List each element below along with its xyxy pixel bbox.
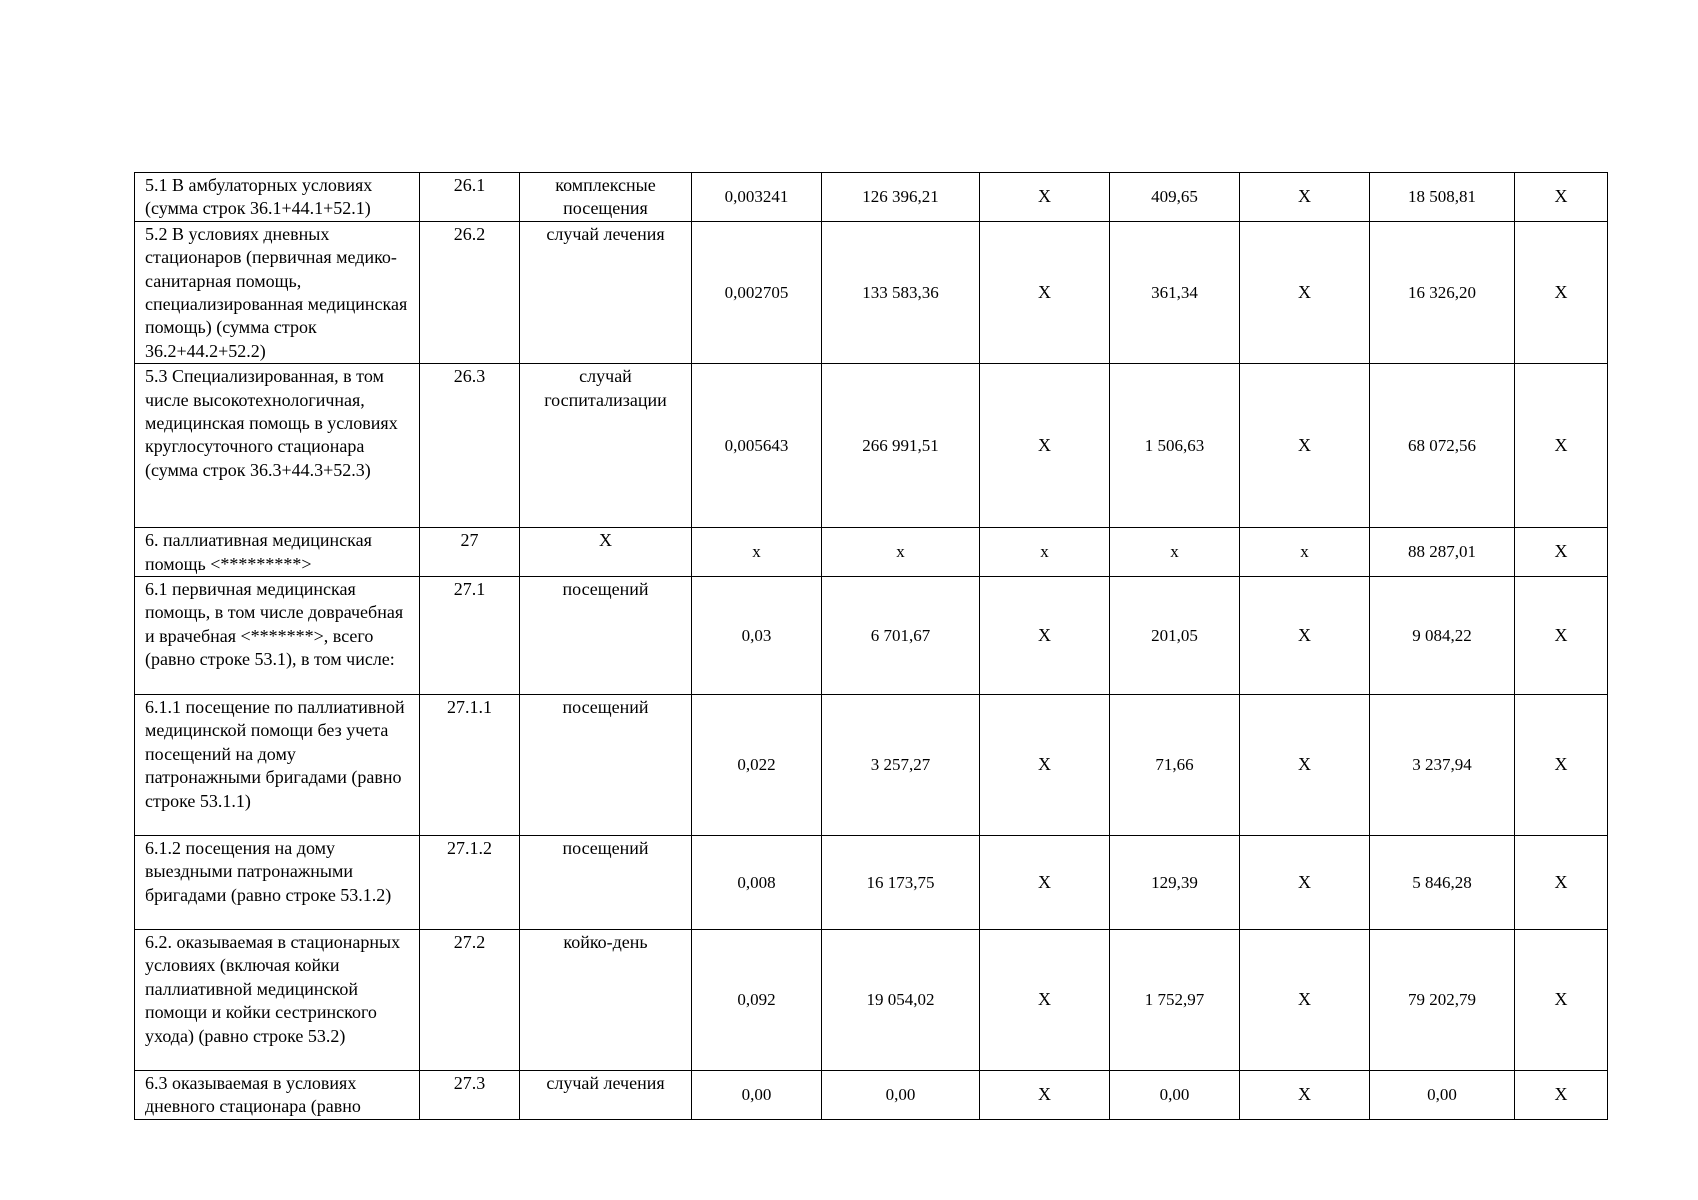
- value-cell: 0,00: [1370, 1071, 1515, 1120]
- value-cell: X: [980, 695, 1110, 836]
- row-label: 5.2 В условиях дневных стационаров (первичная медико-санитарная помощь, специализированная медицинская помощь) (сумма строк 36.2+44.2+52.2): [135, 221, 420, 363]
- table-row: [135, 836, 1608, 930]
- value-cell: 0,005643: [692, 364, 822, 528]
- value-cell: X: [1515, 1071, 1608, 1120]
- value-cell: 3 257,27: [822, 695, 980, 836]
- value-cell: X: [980, 221, 1110, 363]
- row-unit: X: [520, 528, 692, 577]
- value-cell: 129,39: [1110, 836, 1240, 930]
- value-cell: x: [692, 528, 822, 577]
- row-code: 27.2: [420, 930, 520, 1071]
- value-cell: x: [1110, 528, 1240, 577]
- value-cell: X: [1515, 364, 1608, 528]
- row-label: 6.2. оказываемая в стационарных условиях (включая койки паллиативной медицинской помощи и койки сестринского ухода) (равно строке 53.2): [135, 930, 420, 1071]
- value-cell: X: [1240, 173, 1370, 222]
- row-label: 6.1 первичная медицинская помощь, в том числе доврачебная и врачебная <*******>, всего (равно строке 53.1), в том числе:: [135, 577, 420, 695]
- value-cell: X: [980, 836, 1110, 930]
- value-cell: 0,00: [822, 1071, 980, 1120]
- value-cell: 266 991,51: [822, 364, 980, 528]
- value-cell: X: [1515, 836, 1608, 930]
- row-label: 6. паллиативная медицинская помощь <*********>: [135, 528, 420, 577]
- row-unit: комплексные посещения: [520, 173, 692, 222]
- value-cell: X: [1240, 577, 1370, 695]
- value-cell: 19 054,02: [822, 930, 980, 1071]
- value-cell: 409,65: [1110, 173, 1240, 222]
- value-cell: X: [980, 930, 1110, 1071]
- row-code: 27: [420, 528, 520, 577]
- table-row: [135, 173, 1608, 222]
- row-unit: посещений: [520, 836, 692, 930]
- row-unit: случай госпитализации: [520, 364, 692, 528]
- row-unit: случай лечения: [520, 221, 692, 363]
- row-label: 6.1.1 посещение по паллиативной медицинской помощи без учета посещений на дому патронажными бригадами (равно строке 53.1.1): [135, 695, 420, 836]
- value-cell: 1 506,63: [1110, 364, 1240, 528]
- table-row: [135, 528, 1608, 577]
- value-cell: X: [1240, 1071, 1370, 1120]
- value-cell: 1 752,97: [1110, 930, 1240, 1071]
- value-cell: 88 287,01: [1370, 528, 1515, 577]
- value-cell: 16 173,75: [822, 836, 980, 930]
- value-cell: X: [1240, 364, 1370, 528]
- tariff-table: [134, 172, 1608, 1120]
- row-code: 27.1: [420, 577, 520, 695]
- row-code: 26.3: [420, 364, 520, 528]
- value-cell: X: [1515, 528, 1608, 577]
- value-cell: X: [980, 577, 1110, 695]
- value-cell: 79 202,79: [1370, 930, 1515, 1071]
- value-cell: 0,002705: [692, 221, 822, 363]
- value-cell: 201,05: [1110, 577, 1240, 695]
- value-cell: X: [1240, 930, 1370, 1071]
- value-cell: X: [1240, 221, 1370, 363]
- row-code: 27.3: [420, 1071, 520, 1120]
- table-row: [135, 930, 1608, 1071]
- value-cell: X: [1515, 577, 1608, 695]
- value-cell: 6 701,67: [822, 577, 980, 695]
- row-unit: посещений: [520, 695, 692, 836]
- value-cell: 126 396,21: [822, 173, 980, 222]
- table-body: [135, 173, 1608, 1120]
- value-cell: 0,00: [692, 1071, 822, 1120]
- value-cell: X: [980, 364, 1110, 528]
- value-cell: 0,008: [692, 836, 822, 930]
- value-cell: 361,34: [1110, 221, 1240, 363]
- value-cell: 0,022: [692, 695, 822, 836]
- row-label: 6.3 оказываемая в условиях дневного стационара (равно: [135, 1071, 420, 1120]
- value-cell: 0,092: [692, 930, 822, 1071]
- row-code: 26.1: [420, 173, 520, 222]
- row-label: 5.1 В амбулаторных условиях (сумма строк 36.1+44.1+52.1): [135, 173, 420, 222]
- row-label: 6.1.2 посещения на дому выездными патронажными бригадами (равно строке 53.1.2): [135, 836, 420, 930]
- value-cell: X: [1515, 695, 1608, 836]
- value-cell: 0,003241: [692, 173, 822, 222]
- row-code: 27.1.2: [420, 836, 520, 930]
- value-cell: 0,03: [692, 577, 822, 695]
- value-cell: X: [1240, 836, 1370, 930]
- value-cell: X: [980, 1071, 1110, 1120]
- value-cell: x: [980, 528, 1110, 577]
- table-row: [135, 577, 1608, 695]
- value-cell: X: [1515, 173, 1608, 222]
- value-cell: 71,66: [1110, 695, 1240, 836]
- value-cell: X: [1240, 695, 1370, 836]
- row-code: 27.1.1: [420, 695, 520, 836]
- table-row: [135, 695, 1608, 836]
- row-code: 26.2: [420, 221, 520, 363]
- value-cell: 5 846,28: [1370, 836, 1515, 930]
- value-cell: x: [1240, 528, 1370, 577]
- row-unit: посещений: [520, 577, 692, 695]
- value-cell: 68 072,56: [1370, 364, 1515, 528]
- row-unit: койко-день: [520, 930, 692, 1071]
- value-cell: 9 084,22: [1370, 577, 1515, 695]
- row-label: 5.3 Специализированная, в том числе высокотехнологичная, медицинская помощь в условиях круглосуточного стационара (сумма строк 36.3+44.3+52.3): [135, 364, 420, 528]
- row-unit: случай лечения: [520, 1071, 692, 1120]
- value-cell: X: [1515, 221, 1608, 363]
- value-cell: x: [822, 528, 980, 577]
- value-cell: 0,00: [1110, 1071, 1240, 1120]
- table-row: [135, 1071, 1608, 1120]
- table-row: [135, 221, 1608, 363]
- value-cell: X: [980, 173, 1110, 222]
- value-cell: 16 326,20: [1370, 221, 1515, 363]
- value-cell: 18 508,81: [1370, 173, 1515, 222]
- value-cell: 133 583,36: [822, 221, 980, 363]
- value-cell: X: [1515, 930, 1608, 1071]
- value-cell: 3 237,94: [1370, 695, 1515, 836]
- table-row: [135, 364, 1608, 528]
